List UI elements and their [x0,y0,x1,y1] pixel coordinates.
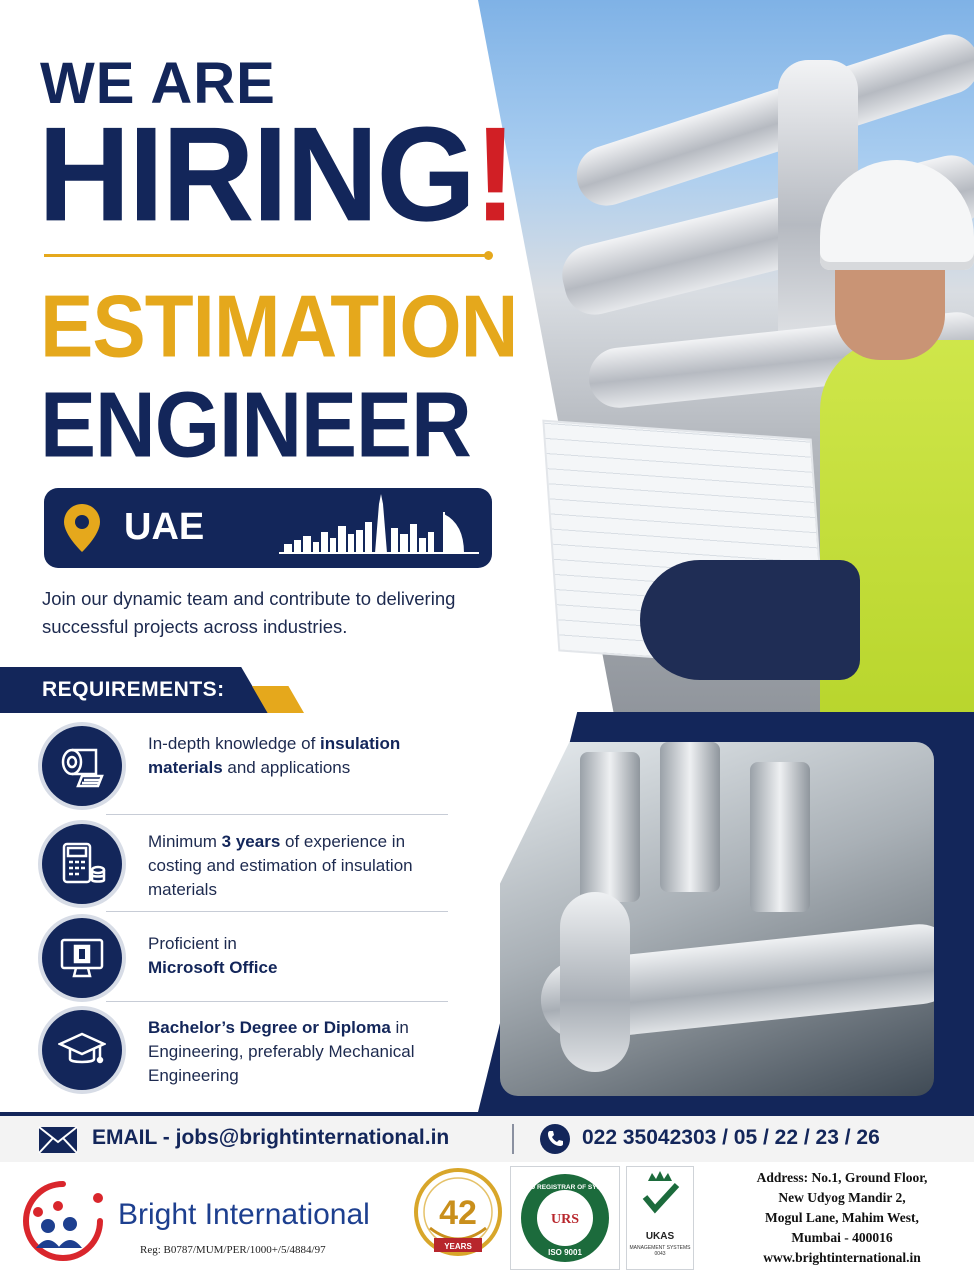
iso-standard: ISO 9001 [548,1248,582,1257]
address-line: New Udyog Mandir 2, [778,1190,906,1205]
ukas-number: 0043 [654,1251,666,1257]
headline-hiring [38,99,515,250]
company-address [722,1168,962,1268]
requirement-separator [106,814,448,815]
requirement-item [42,918,452,1013]
contact-bar [0,1112,974,1162]
footer [0,1162,974,1280]
ukas-management-systems: MANAGEMENT SYSTEMS [629,1245,691,1251]
requirement-separator [106,911,448,912]
requirement-separator [106,1001,448,1002]
address-line: Address: No.1, Ground Floor, [756,1170,928,1185]
requirement-item [42,726,452,821]
phone-icon [540,1124,570,1154]
requirement-text-pre: Proficient in [148,934,237,953]
contact-divider [512,1124,514,1154]
calculator-icon [58,840,106,888]
requirement-text-post: and applications [222,758,351,777]
requirement-text-post: of experience in costing and estimation of insulation materials [148,832,413,899]
location-pin-icon [64,504,100,552]
requirement-text-post: in Engineering, preferably Mechanical Engineering [148,1018,415,1085]
badge-years-number: 42 [439,1194,477,1232]
42-years-badge [412,1166,504,1268]
requirements-title: REQUIREMENTS: [42,678,225,701]
registration-number: Reg: B0787/MUM/PER/1000+/5/4884/97 [140,1244,326,1256]
office-monitor-icon [58,934,106,982]
intro-text: Join our dynamic team and contribute to delivering successful projects across industries. [42,588,456,637]
requirement-text-bold: 3 years [221,832,281,851]
crown-tick-icon [627,1167,693,1227]
requirement-item [42,1010,452,1105]
ukas-subtitle [627,1245,693,1257]
requirement-icon-circle [42,726,122,806]
gold-divider-dot [484,251,493,260]
ukas-badge [626,1166,694,1270]
location-text: UAE [124,506,205,548]
requirement-icon-circle [42,918,122,998]
brand-name: Bright International [118,1198,370,1231]
requirement-text [148,932,448,980]
dubai-skyline-icon [279,494,479,564]
requirement-text [148,1016,448,1088]
location-bar [44,488,492,568]
phone-numbers[interactable]: 022 35042303 / 05 / 22 / 23 / 26 [582,1126,880,1149]
iso-certification-badge [510,1166,620,1270]
iso-center-text: URS [550,1212,580,1227]
job-title-line2: ENGINEER [40,373,471,477]
bright-international-logo-icon [18,1176,108,1266]
requirement-item [42,824,452,919]
headline-hiring-word: HIRING [38,99,474,250]
requirement-text-bold: Microsoft Office [148,958,278,977]
iso-ring-text: UNITED REGISTRAR OF SYSTEMS [511,1184,619,1191]
address-line: Mogul Lane, Mahim West, [765,1210,919,1225]
requirement-text-bold: insulation materials [148,734,401,777]
address-line: Mumbai - 400016 [791,1230,893,1245]
headline-we-are: WE ARE [40,51,276,116]
gold-divider [44,254,490,257]
requirement-icon-circle [42,824,122,904]
job-title-line1: ESTIMATION [40,277,518,375]
requirement-text [148,732,448,780]
graduation-cap-icon [58,1026,106,1074]
requirement-text-pre: In-depth knowledge of [148,734,321,753]
engineer-arm [640,560,860,680]
requirement-icon-circle [42,1010,122,1090]
ukas-name: UKAS [645,1231,675,1242]
insulation-roll-icon [58,742,106,790]
valves-photo [500,742,934,1096]
badge-years-label: YEARS [444,1242,472,1251]
email-link[interactable]: EMAIL - jobs@brightinternational.in [92,1126,450,1149]
headline-exclamation: ! [474,99,515,250]
requirement-text-bold: Bachelor’s Degree or Diploma [148,1018,391,1037]
website-link[interactable]: www.brightinternational.in [763,1250,921,1265]
requirement-text-pre: Minimum [148,832,222,851]
email-icon [38,1126,78,1154]
requirement-text [148,830,448,902]
